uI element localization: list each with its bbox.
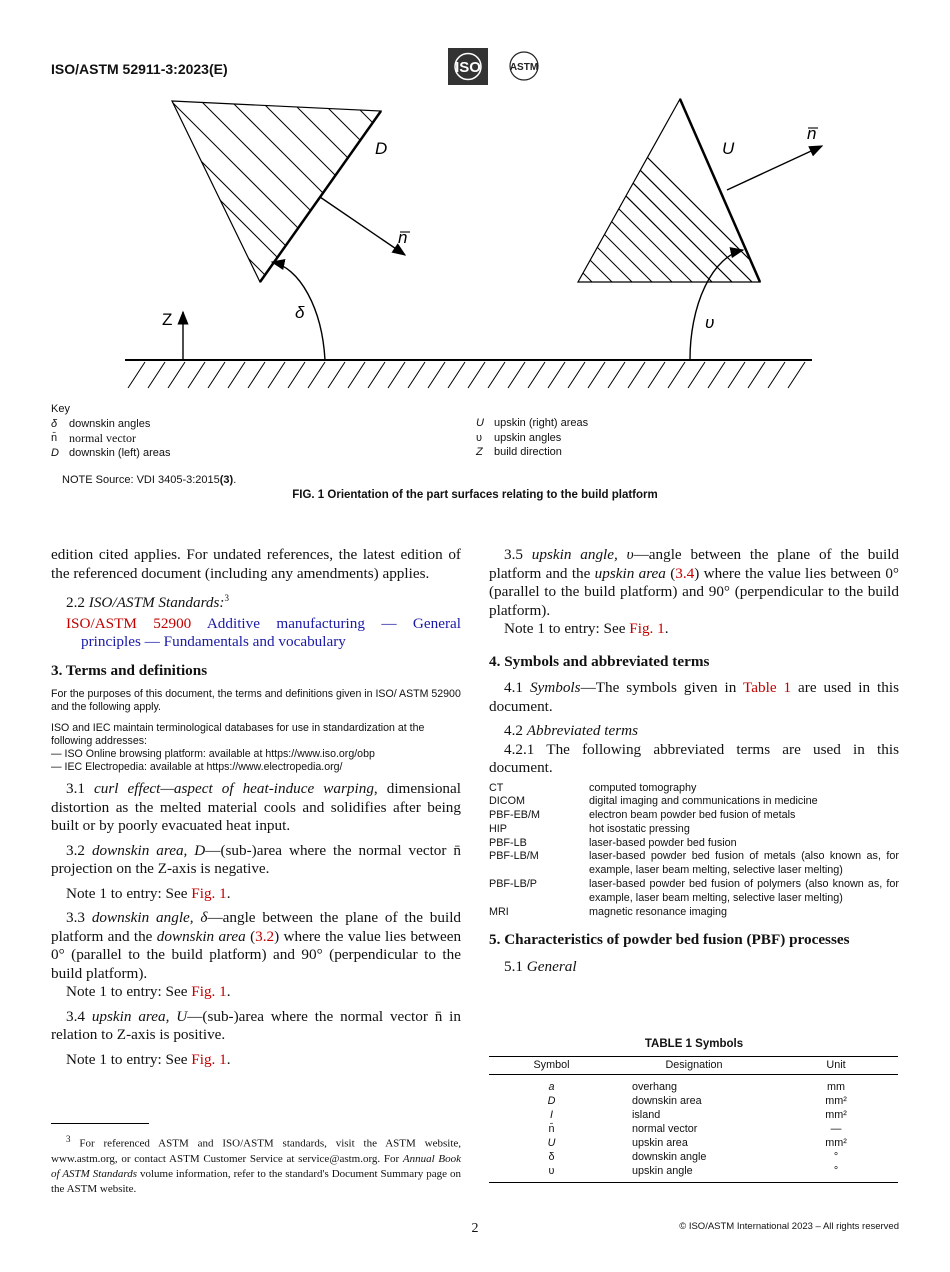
- label-downskin-area: D: [375, 139, 388, 158]
- table-cell-symbol: a: [548, 1081, 555, 1093]
- table-cell-symbol: I: [550, 1109, 553, 1121]
- abbreviation: DICOM: [489, 795, 525, 808]
- table-row: [489, 1164, 898, 1183]
- publisher-logos: [448, 48, 548, 93]
- abbreviation-meaning: laser-based powder bed fusion: [589, 836, 737, 849]
- term-3-4-note: Note 1 to entry: See Fig. 1.: [66, 1050, 231, 1068]
- table-row: [489, 1150, 898, 1164]
- abbreviation-meaning: digital imaging and communications in medicine: [589, 795, 818, 808]
- footnote-3: $^3$ For referenced ASTM and ISO/ASTM standards, visit the ASTM website, www.astm.org, or contact ASTM Customer Service at service@astm.org. For Annual Book of ASTM Standards volume information, refer to the standard's Document Summary page on the ASTM website.: [51, 1134, 462, 1195]
- abbreviation-meaning: laser-based powder bed fusion of polymers (also known as, for example, laser beam melting, selective laser melting): [589, 878, 899, 904]
- table-cell-designation: upskin area: [632, 1137, 688, 1149]
- key-item: n̄ normal vector: [51, 431, 136, 445]
- terminology-databases: ISO and IEC maintain terminological databases for use in standardization at the following addresses: — ISO Online browsing platform: available at https://www.iso.org/obp — IEC Electropedia: available at https://www.electropedia.org/: [51, 722, 425, 774]
- table-1: [489, 1056, 898, 1183]
- abbreviation-row: [489, 878, 899, 906]
- key-item: δ downskin angles: [51, 417, 151, 430]
- abbreviation-meaning: electron beam powder bed fusion of metals: [589, 809, 796, 822]
- table-cell-unit: mm: [827, 1081, 845, 1093]
- ref-3-2-link[interactable]: 3.2: [255, 927, 275, 945]
- term-3-2-note: Note 1 to entry: See Fig. 1.: [66, 884, 231, 902]
- abbreviation: CT: [489, 781, 504, 794]
- key-title: Key: [51, 403, 70, 415]
- table-cell-unit: mm²: [825, 1109, 847, 1121]
- left-column: [51, 546, 461, 1075]
- footnote-rule: [51, 1123, 149, 1124]
- abbreviation: PBF-EB/M: [489, 809, 540, 822]
- label-normal-vector-up: n: [807, 124, 817, 143]
- table-cell-unit: —: [830, 1123, 842, 1135]
- key-item: Z build direction: [476, 446, 562, 458]
- astm-logo: [510, 52, 538, 80]
- section-2-2: 2.2 ISO/ASTM Standards:$^3$: [66, 593, 229, 612]
- std-title-link[interactable]: Additive manufacturing — General principles — Fundamentals and vocabulary: [81, 614, 461, 651]
- document-id: ISO/ASTM 52911-3:2023(E): [51, 61, 228, 77]
- table-cell-designation: downskin angle: [632, 1151, 707, 1163]
- abbreviations-list: [489, 782, 899, 920]
- figure-key: [51, 402, 171, 460]
- table-row: [489, 1075, 898, 1095]
- table-cell-unit: °: [774, 1164, 898, 1183]
- table-cell-designation: downskin area: [632, 1095, 702, 1107]
- abbreviation: MRI: [489, 905, 509, 918]
- table-header: Unit: [774, 1057, 898, 1075]
- key-item: D downskin (left) areas: [51, 446, 171, 459]
- ref-3-4-link[interactable]: 3.4: [675, 564, 695, 582]
- abbreviation-row: [489, 782, 899, 796]
- term-3-1: 3.1 curl effect—aspect of heat-induce warping, dimensional distortion as the melted material cools and solidifies after being built or by poorly evacuated heat input.: [51, 780, 461, 835]
- abbreviation-row: [489, 906, 899, 920]
- table-cell-symbol: δ: [548, 1151, 555, 1163]
- section-4-1: 4.1 Symbols—The symbols given in Table 1 are used in this document.: [489, 679, 900, 715]
- label-z-axis: Z: [162, 310, 173, 329]
- abbreviation-meaning: laser-based powder bed fusion of metals (also known as, for example, laser beam melting, selective laser melting): [589, 850, 899, 877]
- fig-1-link[interactable]: Fig. 1: [629, 620, 665, 637]
- section-3-intro: For the purposes of this document, the terms and definitions given in ISO/ ASTM 52900 and the following apply.: [51, 688, 461, 714]
- table-cell-symbol: n̄: [548, 1123, 555, 1135]
- table-cell-symbol: U: [547, 1137, 556, 1149]
- table-cell-designation: normal vector: [632, 1123, 698, 1135]
- key-item: U upskin (right) areas: [476, 417, 589, 429]
- fig-1-link[interactable]: Fig. 1: [191, 884, 227, 902]
- section-4-2-1: 4.2.1 The following abbreviated terms are used in this document.: [489, 740, 899, 776]
- table-row: [489, 1094, 898, 1108]
- abbreviation-meaning: hot isostatic pressing: [589, 822, 690, 835]
- iso-logo: [448, 48, 488, 85]
- section-5-heading: 5. Characteristics of powder bed fusion (PBF) processes: [489, 931, 850, 949]
- copyright: © ISO/ASTM International 2023 – All rights reserved: [679, 1221, 899, 1232]
- astm-logo-text: ASTM: [509, 62, 539, 73]
- label-upskin-angle: υ: [705, 313, 715, 332]
- iso-logo-text: ISO: [455, 59, 481, 76]
- table-row: [489, 1108, 898, 1122]
- fig-1-link[interactable]: Fig. 1: [191, 983, 227, 1001]
- section-4-2: 4.2 Abbreviated terms: [504, 722, 638, 739]
- right-column: [489, 546, 899, 982]
- downskin-area-shape: [70, 90, 600, 400]
- table-header: Designation: [614, 1057, 774, 1075]
- table-row: [489, 1136, 898, 1150]
- abbreviation: HIP: [489, 822, 507, 835]
- abbreviation-row: [489, 809, 899, 823]
- page-number: 2: [471, 1221, 479, 1236]
- abbreviation: PBF-LB/P: [489, 878, 538, 891]
- abbreviation-meaning: computed tomography: [589, 781, 697, 794]
- term-3-5-note: Note 1 to entry: See Fig. 1.: [504, 620, 669, 637]
- table-cell-designation: upskin angle: [614, 1164, 774, 1183]
- abbreviation: PBF-LB: [489, 836, 527, 849]
- figure-key-right: [476, 416, 588, 460]
- term-3-4: 3.4 upskin area, U—(sub-)area where the normal vector n̄ in relation to Z-axis is positive.: [51, 1007, 461, 1044]
- reference-iso-astm-52900: [66, 615, 461, 652]
- fig-1-link[interactable]: Fig. 1: [191, 1050, 227, 1068]
- abbreviation-meaning: magnetic resonance imaging: [589, 905, 728, 918]
- section-3-heading: 3. Terms and definitions: [51, 661, 208, 679]
- abbreviation-row: [489, 823, 899, 837]
- figure-orientation-diagram: [60, 90, 830, 405]
- term-3-3: 3.3 downskin angle, δ—angle between the plane of the build platform and the downskin area (3.2) where the value lies between 0° (parallel to the build platform) and 90° (perpendicular to the build platform).: [51, 909, 462, 982]
- section-5-1: 5.1 General: [504, 957, 577, 975]
- intro-paragraph: edition cited applies. For undated references, the latest edition of the referenced document (including any amendments) applies.: [51, 546, 461, 582]
- abbreviation-row: [489, 850, 899, 878]
- figure-caption: FIG. 1 Orientation of the part surfaces relating to the build platform: [292, 489, 658, 501]
- label-downskin-angle: δ: [295, 303, 305, 322]
- table-row: [489, 1122, 898, 1136]
- abbreviation-row: [489, 837, 899, 851]
- table-1-link[interactable]: Table 1: [743, 679, 792, 696]
- normal-vector-arrow-down: [320, 197, 408, 255]
- table-cell-unit: mm²: [825, 1095, 847, 1107]
- table-1-title: TABLE 1 Symbols: [644, 1038, 744, 1050]
- table-cell-unit: mm²: [825, 1137, 847, 1149]
- term-3-2: 3.2 downskin area, D—(sub-)area where the normal vector n̄ projection on the Z-axis is negative.: [51, 841, 462, 878]
- table-cell-designation: island: [632, 1109, 661, 1121]
- term-3-5: 3.5 upskin angle, υ—angle between the plane of the build platform and the upskin area (3.4) where the value lies between 0° (parallel to the build platform) and 90° (perpendicular to the build platform).: [489, 546, 900, 619]
- std-code-link[interactable]: ISO/ASTM 52900: [66, 614, 192, 632]
- abbreviation: PBF-LB/M: [489, 850, 539, 863]
- key-item: υ upskin angles: [476, 431, 562, 444]
- table-header: Symbol: [489, 1057, 614, 1075]
- term-3-3-note: Note 1 to entry: See Fig. 1.: [66, 983, 231, 1001]
- figure-note: NOTE Source: VDI 3405-3:2015(3).: [62, 474, 237, 486]
- label-normal-vector-down: n: [398, 228, 408, 247]
- abbreviation-row: [489, 795, 899, 809]
- table-cell-unit: °: [833, 1151, 839, 1163]
- table-cell-symbol: υ: [489, 1164, 614, 1183]
- section-4-heading: 4. Symbols and abbreviated terms: [489, 652, 710, 670]
- table-cell-symbol: D: [547, 1095, 556, 1107]
- upskin-area-shape: [560, 90, 800, 310]
- normal-vector-arrow-up: [727, 146, 822, 190]
- label-upskin-area: U: [722, 139, 735, 158]
- table-cell-designation: overhang: [632, 1081, 678, 1093]
